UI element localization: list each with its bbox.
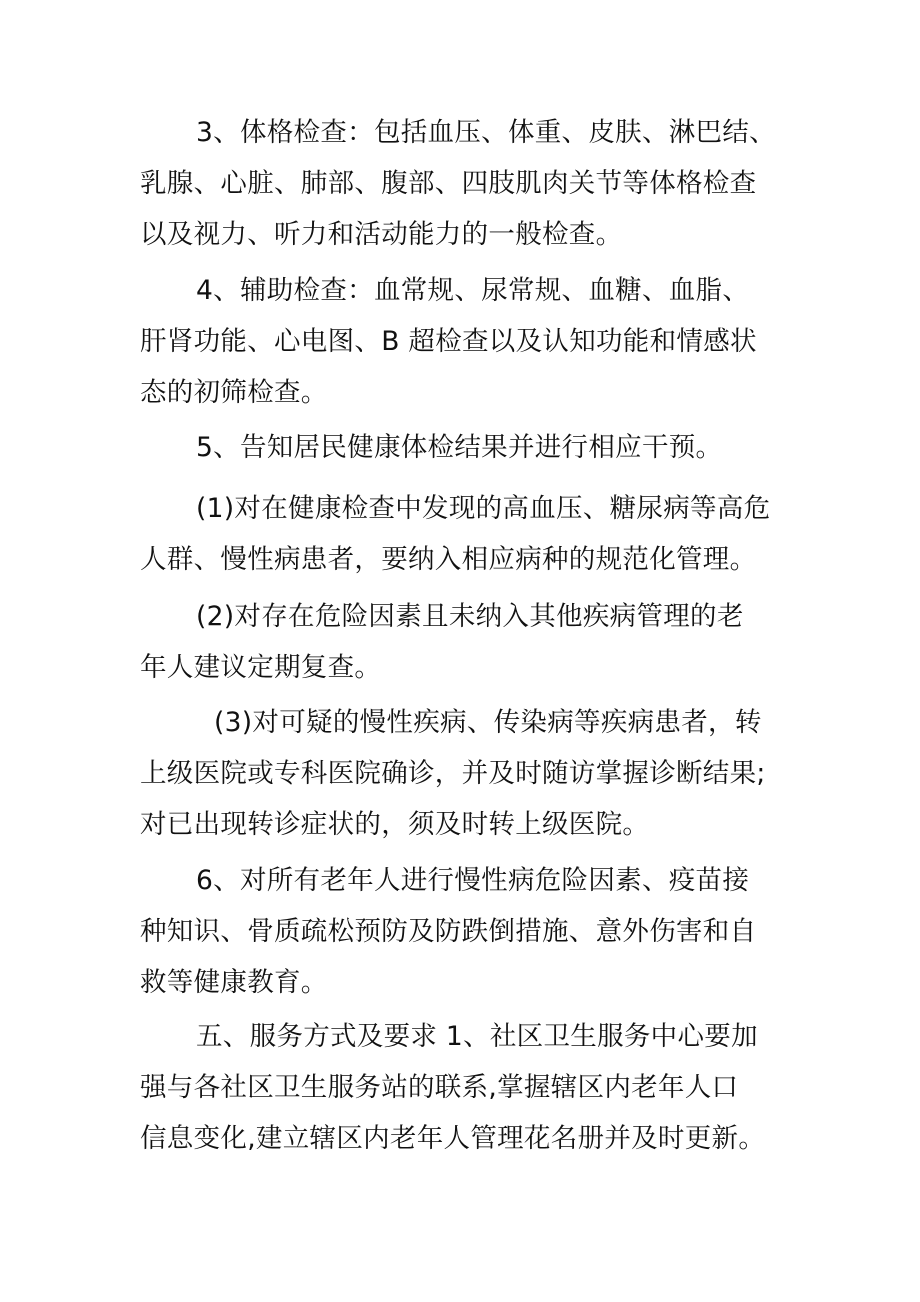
paragraph-line: 五、服务方式及要求 1、社区卫生服务中心要加 — [196, 1021, 758, 1052]
paragraph-line: (2)对存在危险因素且未纳入其他疾病管理的老 — [196, 601, 744, 632]
paragraph-line: 态的初筛检查。 — [140, 377, 328, 408]
paragraph-physical-exam — [140, 107, 800, 260]
paragraph-subitem-3 — [140, 697, 800, 850]
paragraph-line: 4、辅助检查：血常规、尿常规、血糖、血脂、 — [196, 275, 750, 306]
paragraph-auxiliary-exam — [140, 265, 800, 418]
paragraph-line: 上级医院或专科医院确诊，并及时随访掌握诊断结果; — [140, 758, 766, 789]
paragraph-line: 信息变化,建立辖区内老年人管理花名册并及时更新。 — [140, 1123, 766, 1154]
paragraph-line: 肝肾功能、心电图、B 超检查以及认知功能和情感状 — [140, 326, 757, 357]
paragraph-health-education — [140, 855, 800, 1008]
paragraph-line: 对已出现转诊症状的，须及时转上级医院。 — [140, 809, 650, 840]
paragraph-line: 6、对所有老年人进行慢性病危险因素、疫苗接 — [196, 865, 750, 896]
paragraph-line: (3)对可疑的慢性疾病、传染病等疾病患者，转 — [214, 707, 762, 738]
paragraph-line: 以及视力、听力和活动能力的一般检查。 — [140, 219, 623, 250]
paragraph-line: 3、体格检查：包括血压、体重、皮肤、淋巴结、 — [196, 117, 776, 148]
paragraph-line: 救等健康教育。 — [140, 967, 328, 998]
paragraph-line: 年人建议定期复查。 — [140, 652, 382, 683]
paragraph-line: 人群、慢性病患者，要纳入相应病种的规范化管理。 — [140, 544, 757, 575]
paragraph-line: 种知识、骨质疏松预防及防跌倒措施、意外伤害和自 — [140, 916, 757, 947]
paragraph-line: (1)对在健康检查中发现的高血压、糖尿病等高危 — [196, 493, 771, 524]
paragraph-line: 强与各社区卫生服务站的联系,掌握辖区内老年人口 — [140, 1072, 739, 1103]
paragraph-subitem-1 — [140, 483, 800, 585]
paragraph-service-requirements — [140, 1011, 800, 1164]
paragraph-inform-results — [140, 422, 800, 473]
paragraph-line: 乳腺、心脏、肺部、腹部、四肢肌肉关节等体格检查 — [140, 168, 757, 199]
paragraph-subitem-2 — [140, 591, 800, 693]
paragraph-line: 5、告知居民健康体检结果并进行相应干预。 — [196, 432, 723, 463]
